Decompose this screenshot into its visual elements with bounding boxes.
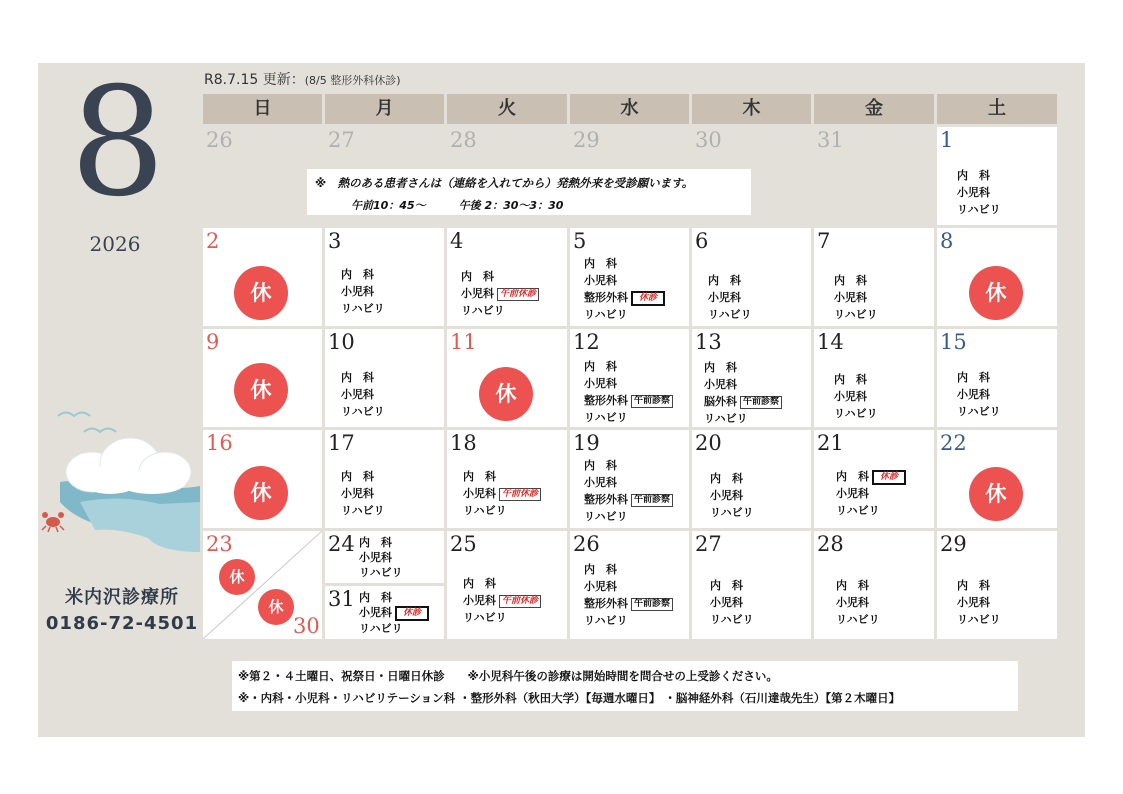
service-list: 内 科 小児科 リハビリ [708, 274, 752, 321]
closed-badge: 休 [258, 589, 294, 625]
seaside-illustration [40, 402, 205, 552]
am-clinic-tag: 午前診察 [631, 494, 673, 507]
weekday-header-wed: 水 [570, 94, 689, 124]
service-list: 内 科 小児科 脳外科 午前診察 リハビリ [704, 359, 782, 427]
day-cell-28: 28 内 科 小児科 リハビリ [814, 531, 934, 639]
year: 2026 [89, 232, 141, 256]
day-cell-prev-31: 31 [814, 127, 934, 225]
day-cell-10: 10 内 科 小児科 リハビリ [325, 329, 444, 427]
service-list: 内 科 小児科 整形外科 午前診察 リハビリ [584, 457, 673, 525]
closed-tag: 休診 [631, 291, 665, 306]
service-list: 内 科 小児科 リハビリ [957, 371, 1001, 418]
weekday-header-mon: 月 [325, 94, 444, 124]
closed-badge: 休 [234, 363, 288, 417]
closed-badge: 休 [234, 466, 288, 520]
service-list: 内 科 小児科 リハビリ [836, 579, 880, 626]
seagull-icon [84, 429, 116, 433]
service-list: 内 科 小児科 リハビリ [359, 536, 403, 579]
day-cell-8: 8 休 [937, 228, 1057, 326]
day-cell-23-30: 23 休 休 30 [203, 531, 322, 639]
day-cell-16: 16 休 [203, 430, 322, 528]
day-cell-12: 12 内 科 小児科 整形外科 午前診察 リハビリ [570, 329, 689, 427]
closed-badge: 休 [969, 266, 1023, 320]
day-cell-26: 26 内 科 小児科 整形外科 午前診察 リハビリ [570, 531, 689, 639]
service-list: 内 科 小児科 休診 リハビリ [359, 590, 429, 636]
day-cell-20: 20 内 科 小児科 リハビリ [692, 430, 811, 528]
day-cell-5: 5 内 科 小児科 整形外科 休診 リハビリ [570, 228, 689, 326]
service-list: 内 科 小児科 リハビリ [341, 268, 385, 315]
day-cell-31: 31 内 科 小児科 休診 リハビリ [325, 586, 444, 639]
am-closed-tag: 午前休診 [497, 288, 539, 301]
footer-notes [232, 661, 1018, 711]
day-cell-15: 15 内 科 小児科 リハビリ [937, 329, 1057, 427]
day-cell-22: 22 休 [937, 430, 1057, 528]
seagull-icon [58, 413, 90, 417]
day-cell-prev-29: 29 [570, 127, 689, 225]
am-closed-tag: 午前休診 [499, 595, 541, 608]
day-cell-prev-28: 28 [447, 127, 567, 225]
day-cell-21: 21 内 科 休診 小児科 リハビリ [814, 430, 934, 528]
service-list: 内 科 小児科 整形外科 午前診察 リハビリ [584, 358, 673, 426]
service-list: 内 科 小児科 リハビリ [834, 274, 878, 321]
clinic-phone: 0186-72-4501 [45, 613, 199, 634]
month-number: 8 [70, 56, 166, 230]
fever-notice: ※ 熱のある患者さんは（連絡を入れてから）発熱外来を受診願います。 午前10：45～ 午後 2：30～3：30 [307, 169, 751, 215]
closed-badge: 休 [234, 266, 288, 320]
day-cell-29: 29 内 科 小児科 リハビリ [937, 531, 1057, 639]
weekday-header-fri: 金 [814, 94, 934, 124]
day-cell-18: 18 内 科 小児科 午前休診 リハビリ [447, 430, 567, 528]
service-list: 内 科 小児科 リハビリ [957, 169, 1001, 216]
day-cell-prev-30: 30 [692, 127, 811, 225]
weekday-header-tue: 火 [447, 94, 567, 124]
day-cell-3: 3 内 科 小児科 リハビリ [325, 228, 444, 326]
update-note: R8.7.15 更新：(8/5 整形外科休診) [204, 72, 401, 88]
service-list: 内 科 小児科 リハビリ [341, 470, 385, 517]
day-cell-19: 19 内 科 小児科 整形外科 午前診察 リハビリ [570, 430, 689, 528]
day-cell-1: 1 内 科 小児科 リハビリ [937, 127, 1057, 225]
am-clinic-tag: 午前診察 [631, 395, 673, 408]
day-cell-25: 25 内 科 小児科 午前休診 リハビリ [447, 531, 567, 639]
service-list: 内 科 小児科 リハビリ [710, 579, 754, 626]
am-closed-tag: 午前休診 [499, 488, 541, 501]
day-cell-7: 7 内 科 小児科 リハビリ [814, 228, 934, 326]
service-list: 内 科 小児科 リハビリ [834, 373, 878, 420]
clinic-name: 米内沢診療所 [65, 587, 179, 608]
day-cell-24: 24 内 科 小児科 リハビリ [325, 531, 444, 583]
day-cell-4: 4 内 科 小児科 午前休診 リハビリ [447, 228, 567, 326]
footer-line-1: ※第２・４土曜日、祝祭日・日曜日休診 ※小児科午後の診療は開始時間を問合せの上受診ください。 [238, 669, 778, 683]
service-list: 内 科 小児科 リハビリ [710, 472, 754, 519]
service-list: 内 科 休診 小児科 リハビリ [836, 468, 906, 519]
closed-badge: 休 [479, 367, 533, 421]
service-list: 内 科 小児科 午前休診 リハビリ [463, 575, 541, 626]
service-list: 内 科 小児科 整形外科 休診 リハビリ [584, 255, 665, 323]
day-cell-9: 9 休 [203, 329, 322, 427]
day-cell-11: 11 休 [447, 329, 567, 427]
clinic-info [42, 585, 202, 637]
am-clinic-tag: 午前診察 [740, 396, 782, 409]
day-cell-17: 17 内 科 小児科 リハビリ [325, 430, 444, 528]
closed-tag: 休診 [395, 606, 429, 621]
day-cell-13: 13 内 科 小児科 脳外科 午前診察 リハビリ [692, 329, 811, 427]
day-cell-prev-27: 27 [325, 127, 444, 225]
day-cell-2: 2 休 [203, 228, 322, 326]
weekday-header-sun: 日 [203, 94, 322, 124]
weekday-header-sat: 土 [937, 94, 1057, 124]
day-cell-prev-26: 26 [203, 127, 322, 225]
footer-line-2: ※・内科・小児科・リハビリテーション科 ・整形外科（秋田大学）【毎週水曜日】 ・脳神経外科（石川達哉先生）【第２木曜日】 [238, 691, 901, 705]
day-cell-14: 14 内 科 小児科 リハビリ [814, 329, 934, 427]
closed-badge: 休 [969, 467, 1023, 521]
crab-icon [42, 512, 64, 532]
closed-tag: 休診 [872, 470, 906, 485]
service-list: 内 科 小児科 午前休診 リハビリ [463, 468, 541, 519]
day-cell-6: 6 内 科 小児科 リハビリ [692, 228, 811, 326]
service-list: 内 科 小児科 整形外科 午前診察 リハビリ [584, 561, 673, 629]
service-list: 内 科 小児科 リハビリ [957, 579, 1001, 626]
day-cell-27: 27 内 科 小児科 リハビリ [692, 531, 811, 639]
service-list: 内 科 小児科 午前休診 リハビリ [461, 268, 539, 319]
service-list: 内 科 小児科 リハビリ [341, 371, 385, 418]
closed-badge: 休 [219, 559, 255, 595]
am-clinic-tag: 午前診察 [631, 598, 673, 611]
weekday-header-thu: 木 [692, 94, 811, 124]
